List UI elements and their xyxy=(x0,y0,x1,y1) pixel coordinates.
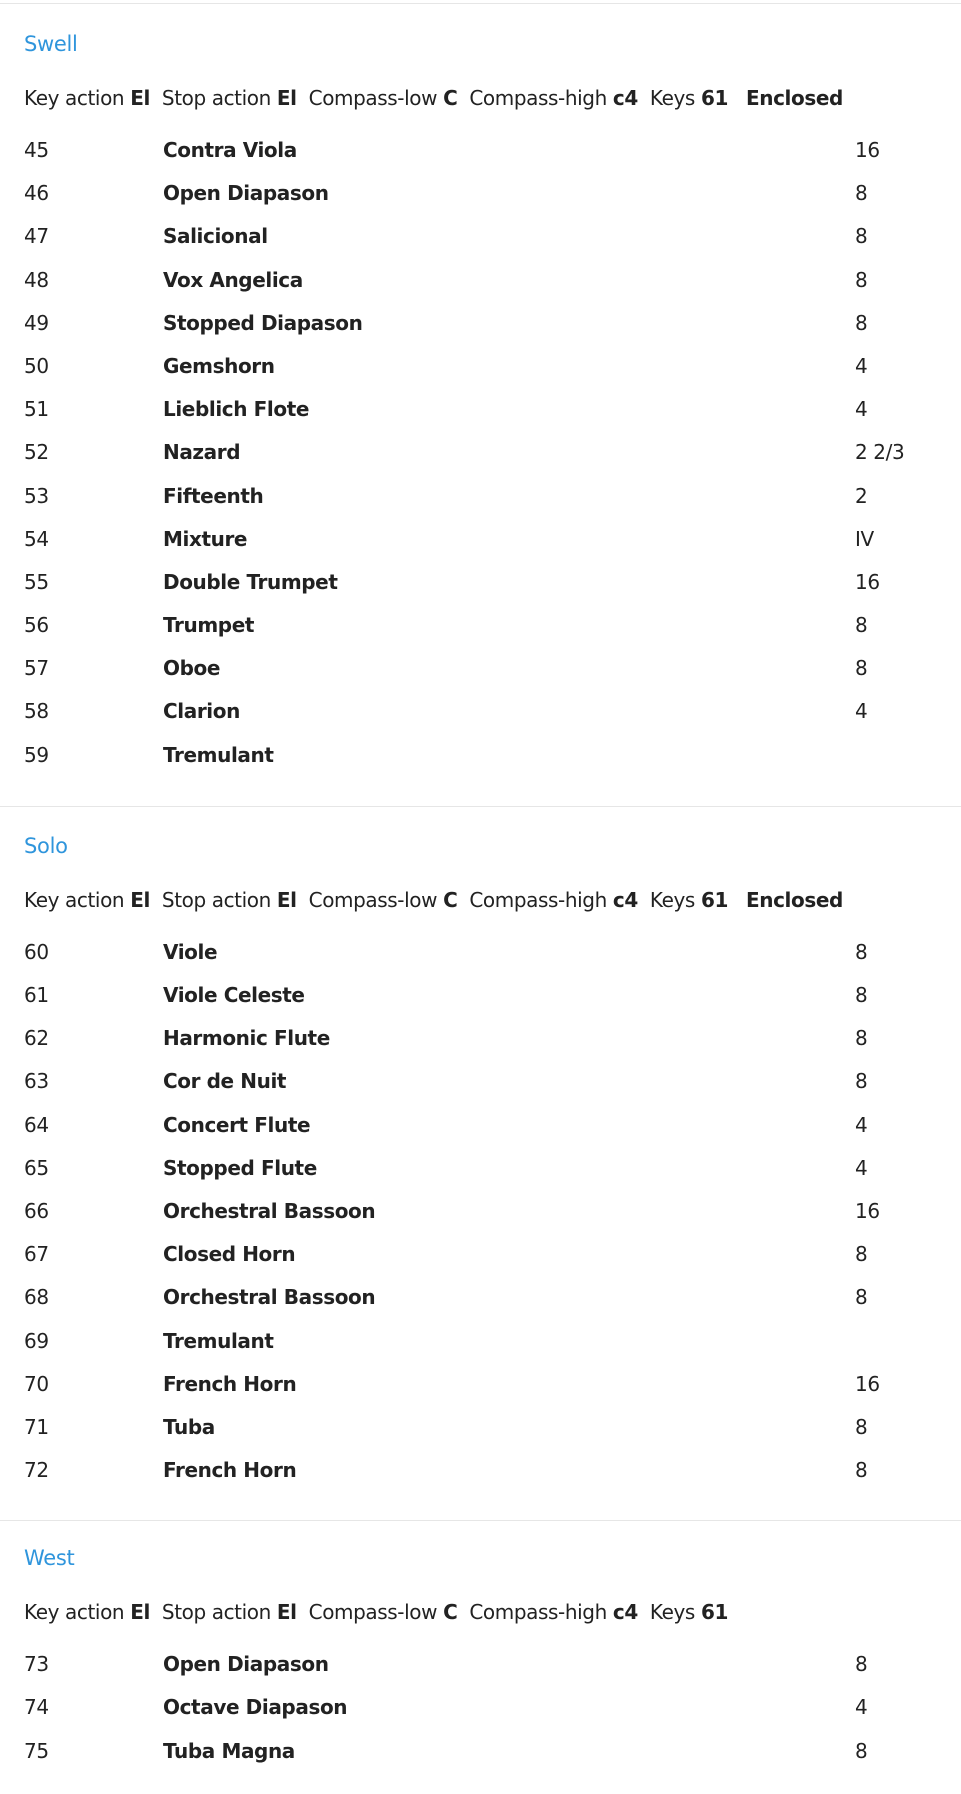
stop-pitch: 8 xyxy=(855,1458,868,1483)
compass-low-value: C xyxy=(443,1600,458,1625)
stop-number: 54 xyxy=(24,526,49,551)
stop-row xyxy=(0,1406,961,1449)
stop-name: Open Diapason xyxy=(163,181,329,206)
keys-label: Keys xyxy=(649,887,695,912)
compass-low-label: Compass-low xyxy=(308,86,438,110)
stop-row xyxy=(0,690,961,733)
stop-number: 58 xyxy=(24,699,49,724)
stop-row xyxy=(0,1233,961,1276)
stop-name: Mixture xyxy=(163,526,248,551)
stop-pitch: 2 2/3 xyxy=(855,440,905,465)
stop-name: Lieblich Flote xyxy=(163,397,310,422)
stop-pitch: 4 xyxy=(855,353,868,378)
stop-pitch: 16 xyxy=(855,1198,880,1223)
stop-name: Harmonic Flute xyxy=(163,1026,330,1051)
stop-number: 55 xyxy=(24,569,49,594)
stop-pitch: 8 xyxy=(855,939,868,964)
compass-high-label: Compass-high xyxy=(469,86,607,110)
stop-name: Trumpet xyxy=(163,613,255,638)
stop-row xyxy=(0,129,961,172)
stop-name: Tremulant xyxy=(163,1328,274,1353)
stop-name: Cor de Nuit xyxy=(163,1069,287,1094)
stop-row xyxy=(0,518,961,561)
stop-pitch: 8 xyxy=(855,1285,868,1310)
stop-name: French Horn xyxy=(163,1371,297,1396)
division-swell xyxy=(0,4,961,806)
stop-action-value: El xyxy=(276,86,297,110)
stop-number: 69 xyxy=(24,1328,49,1353)
stop-row xyxy=(0,345,961,388)
stop-name: Fifteenth xyxy=(163,483,264,508)
stop-row xyxy=(0,931,961,974)
stop-row xyxy=(0,1190,961,1233)
stop-number: 45 xyxy=(24,138,49,162)
key-action-label: Key action xyxy=(24,1600,125,1625)
stop-pitch: 4 xyxy=(855,1112,868,1137)
keys-label: Keys xyxy=(649,86,695,110)
division-west xyxy=(0,1520,961,1783)
stop-pitch: 8 xyxy=(855,267,868,292)
stop-number: 70 xyxy=(24,1371,49,1396)
division-title: West xyxy=(24,1546,75,1571)
stop-pitch: 8 xyxy=(855,983,868,1007)
stop-number: 62 xyxy=(24,1026,49,1051)
stop-row xyxy=(0,215,961,258)
stop-row xyxy=(0,1017,961,1060)
stop-row xyxy=(0,974,961,1017)
stop-number: 74 xyxy=(24,1695,49,1720)
stop-list xyxy=(0,1643,961,1773)
stop-name: Double Trumpet xyxy=(163,569,338,594)
stop-row xyxy=(0,734,961,777)
compass-high-value: c4 xyxy=(612,1600,638,1625)
stop-name: Gemshorn xyxy=(163,353,275,378)
stop-list xyxy=(0,129,961,777)
stop-name: Orchestral Bassoon xyxy=(163,1285,376,1310)
compass-low-label: Compass-low xyxy=(308,887,438,912)
stop-action-label: Stop action xyxy=(161,86,271,110)
stop-number: 50 xyxy=(24,353,49,378)
stop-number: 57 xyxy=(24,656,49,681)
stop-number: 53 xyxy=(24,483,49,508)
keys-value: 61 xyxy=(700,887,728,912)
stop-row xyxy=(0,1320,961,1363)
stop-pitch: 8 xyxy=(855,181,868,206)
key-action-label: Key action xyxy=(24,86,125,110)
key-action-value: El xyxy=(130,86,150,110)
stop-name: Stopped Diapason xyxy=(163,310,363,335)
stop-row xyxy=(0,1363,961,1406)
stop-number: 48 xyxy=(24,267,49,292)
key-action-value: El xyxy=(130,1600,150,1625)
keys-value: 61 xyxy=(700,86,728,110)
stop-name: Vox Angelica xyxy=(163,267,303,292)
stop-name: Clarion xyxy=(163,699,240,724)
keys-value: 61 xyxy=(700,1600,728,1625)
stop-pitch: 8 xyxy=(855,656,868,681)
stop-name: Tuba Magna xyxy=(163,1738,295,1763)
stop-number: 56 xyxy=(24,613,49,638)
stop-pitch: IV xyxy=(855,526,874,551)
stop-action-value: El xyxy=(276,1600,297,1625)
stop-pitch: 8 xyxy=(855,1738,868,1763)
stop-number: 64 xyxy=(24,1112,49,1137)
stop-name: Nazard xyxy=(163,440,241,465)
stop-number: 73 xyxy=(24,1652,49,1677)
stop-pitch: 4 xyxy=(855,397,868,422)
stop-name: Open Diapason xyxy=(163,1652,329,1677)
stop-action-value: El xyxy=(276,887,297,912)
stop-pitch: 16 xyxy=(855,138,880,162)
compass-low-value: C xyxy=(443,887,458,912)
stop-number: 67 xyxy=(24,1242,49,1267)
stop-name: Octave Diapason xyxy=(163,1695,348,1720)
stop-row xyxy=(0,1276,961,1319)
stop-number: 59 xyxy=(24,742,49,767)
key-action-label: Key action xyxy=(24,887,125,912)
stop-name: Concert Flute xyxy=(163,1112,311,1137)
stop-pitch: 8 xyxy=(855,1242,868,1267)
stop-name: Tuba xyxy=(163,1414,215,1439)
stop-number: 49 xyxy=(24,310,49,335)
stop-number: 60 xyxy=(24,939,49,964)
stop-row xyxy=(0,604,961,647)
stop-pitch: 2 xyxy=(855,483,868,508)
stop-pitch: 8 xyxy=(855,1652,868,1677)
stop-name: Tremulant xyxy=(163,742,274,767)
stop-pitch: 8 xyxy=(855,310,868,335)
stop-number: 51 xyxy=(24,397,49,422)
stop-name: Viole Celeste xyxy=(163,983,305,1007)
stop-pitch: 16 xyxy=(855,569,880,594)
division-title: Swell xyxy=(24,32,78,56)
stop-row xyxy=(0,561,961,604)
division-solo xyxy=(0,806,961,1520)
stop-row xyxy=(0,1730,961,1773)
stop-number: 65 xyxy=(24,1155,49,1180)
stop-row xyxy=(0,1643,961,1686)
stop-pitch: 8 xyxy=(855,1026,868,1051)
compass-high-label: Compass-high xyxy=(469,887,607,912)
stop-number: 66 xyxy=(24,1198,49,1223)
stop-number: 61 xyxy=(24,983,49,1007)
keys-label: Keys xyxy=(649,1600,695,1625)
stop-number: 72 xyxy=(24,1458,49,1483)
stop-row xyxy=(0,1449,961,1492)
compass-high-value: c4 xyxy=(612,887,638,912)
stop-number: 52 xyxy=(24,440,49,465)
division-title: Solo xyxy=(24,833,68,858)
stop-pitch: 8 xyxy=(855,1069,868,1094)
stop-row xyxy=(0,388,961,431)
stop-pitch: 4 xyxy=(855,1695,868,1720)
stop-name: Contra Viola xyxy=(163,138,297,162)
division-spec xyxy=(0,78,961,118)
stop-number: 71 xyxy=(24,1414,49,1439)
compass-high-label: Compass-high xyxy=(469,1600,607,1625)
stop-pitch: 8 xyxy=(855,613,868,638)
stop-action-label: Stop action xyxy=(161,887,271,912)
stop-row xyxy=(0,431,961,474)
stop-row xyxy=(0,259,961,302)
stop-row xyxy=(0,302,961,345)
enclosed-badge: Enclosed xyxy=(745,887,843,912)
stop-number: 75 xyxy=(24,1738,49,1763)
stop-row xyxy=(0,1147,961,1190)
stop-pitch: 4 xyxy=(855,699,868,724)
stop-pitch: 4 xyxy=(855,1155,868,1180)
stop-name: Closed Horn xyxy=(163,1242,296,1267)
stop-number: 46 xyxy=(24,181,49,206)
division-spec xyxy=(0,1592,961,1632)
compass-high-value: c4 xyxy=(612,86,638,110)
stop-name: Stopped Flute xyxy=(163,1155,317,1180)
stop-number: 63 xyxy=(24,1069,49,1094)
key-action-value: El xyxy=(130,887,150,912)
stop-name: Orchestral Bassoon xyxy=(163,1198,376,1223)
enclosed-badge: Enclosed xyxy=(745,86,843,110)
compass-low-value: C xyxy=(443,86,458,110)
stop-pitch: 8 xyxy=(855,1414,868,1439)
stop-pitch: 8 xyxy=(855,224,868,249)
stop-name: Viole xyxy=(163,939,218,964)
division-spec xyxy=(0,880,961,920)
stop-number: 47 xyxy=(24,224,49,249)
compass-low-label: Compass-low xyxy=(308,1600,438,1625)
stop-row xyxy=(0,172,961,215)
stop-name: Salicional xyxy=(163,224,268,249)
stop-list xyxy=(0,931,961,1492)
stop-name: French Horn xyxy=(163,1458,297,1483)
stop-row xyxy=(0,1060,961,1103)
stop-row xyxy=(0,647,961,690)
stop-row xyxy=(0,475,961,518)
stop-action-label: Stop action xyxy=(161,1600,271,1625)
stop-number: 68 xyxy=(24,1285,49,1310)
stop-row xyxy=(0,1104,961,1147)
stop-name: Oboe xyxy=(163,656,221,681)
stop-pitch: 16 xyxy=(855,1371,880,1396)
stop-row xyxy=(0,1686,961,1729)
